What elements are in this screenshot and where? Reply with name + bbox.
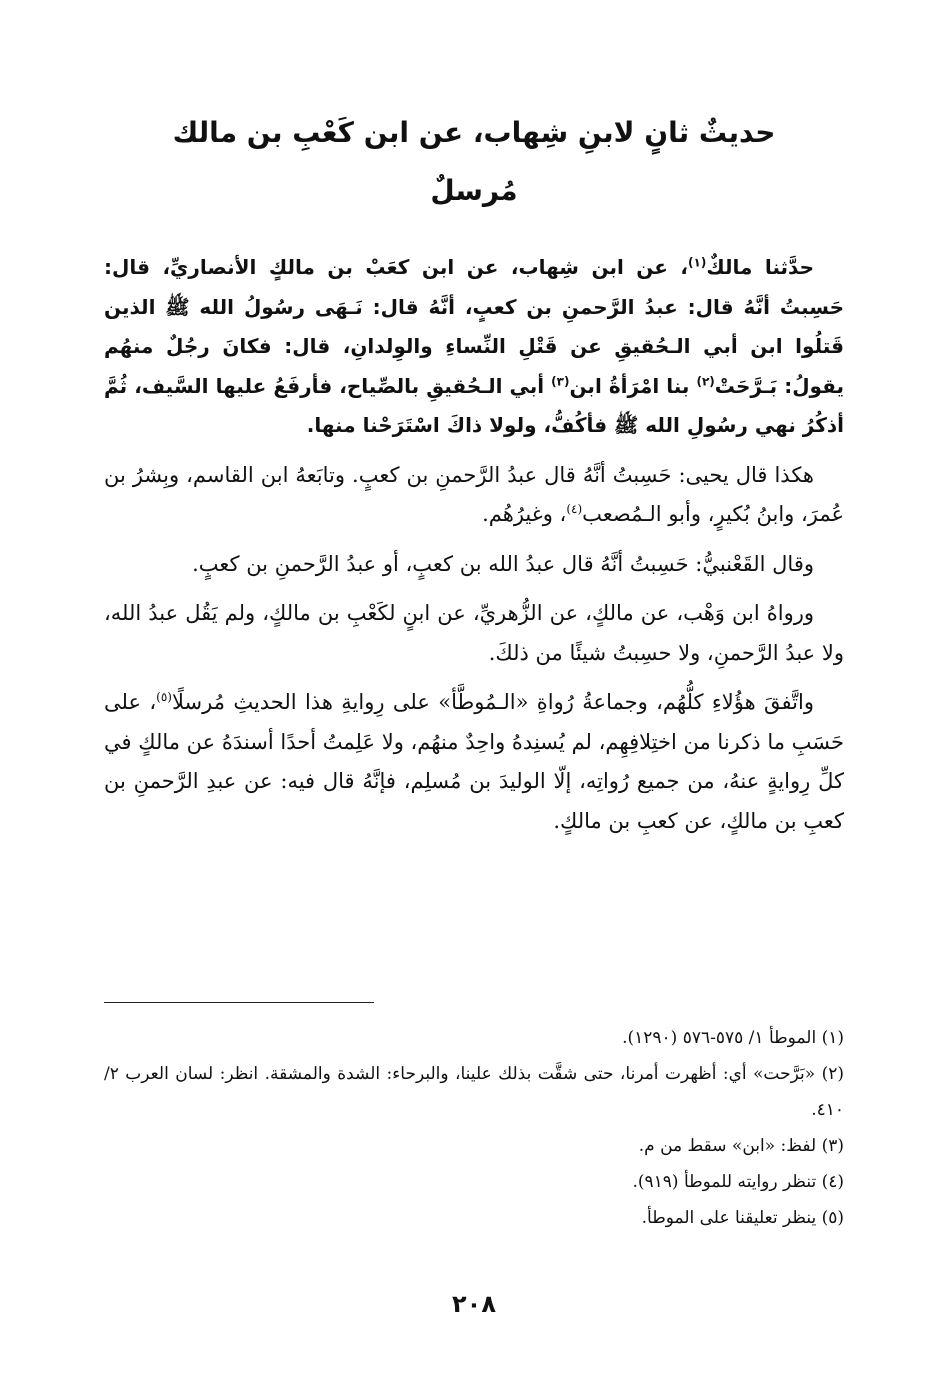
paragraph-text: أبي الـحُقيقِ بالصِّياح، فأرفَعُ عليها السَّيف، ثُمَّ أذكُرُ نهي رسُولِ الله ﷺ فأكُفُّ، ولولا ذاكَ اسْتَرَحْنا منها. <box>104 373 844 437</box>
footnote-separator <box>104 1002 374 1003</box>
commentary-paragraph <box>104 456 844 535</box>
footnote-5: (٥) ينظر تعليقنا على الموطأ. <box>641 1208 844 1228</box>
paragraph-text: بنا امْرَأةُ ابن <box>569 373 697 398</box>
paragraph-text: حدَّثنا مالكٌ <box>706 255 815 279</box>
commentary-paragraph: ورواهُ ابن وَهْب، عن مالكٍ، عن الزُّهريِّ، عن ابنٍ لكَعْبِ بن مالكٍ، ولم يَقُل عبدُ الله، ولا عبدُ الرَّحمنِ، ولا حسِبتُ شيئًا من ذلكَ. <box>104 601 844 665</box>
commentary-paragraph <box>104 683 844 841</box>
footnote-marker: (٥) <box>156 690 172 704</box>
footnote-4: (٤) تنظر روايته للموطأ (٩١٩). <box>632 1172 844 1192</box>
footnotes <box>104 1020 844 1236</box>
paragraph-text: واتَّفقَ هؤُلاءِ كلُّهُم، وجماعةُ رُواةِ «الـمُوطَّأ» على رِوايةِ هذا الحديثِ مُرسلًا <box>171 690 814 714</box>
document-page <box>104 0 844 1374</box>
footnote-2: (٢) «بَرَّحت» أي: أظهرت أمرنا، حتى شقَّت بذلك علينا، والبرحاء: الشدة والمشقة. انظر: لسان العرب ٢/ ٤١٠. <box>104 1064 844 1120</box>
chapter-title <box>104 104 844 220</box>
commentary-paragraph: وقال القَعْنبيُّ: حَسِبتُ أنَّهُ قال عبدُ الله بن كعبٍ، أو عبدُ الرَّحمنِ بن كعبٍ. <box>192 551 814 576</box>
title-line-2: مُرسلٌ <box>430 174 518 207</box>
hadith-paragraph <box>104 248 844 446</box>
footnote-marker: (٤) <box>566 502 583 516</box>
footnote-marker: (١) <box>688 255 707 270</box>
footnote-1: (١) الموطأ ١/ ٥٧٥-٥٧٦ (١٢٩٠). <box>622 1028 844 1048</box>
paragraph-text: ، على حَسَبِ ما ذكرنا من اختِلافِهِم، لم يُسنِدهُ واحِدٌ منهُم، ولا عَلِمتُ أحدًا أسندَهُ عن مالكٍ في كلِّ رِوايةٍ عنهُ، من جميع رُواتِه، إلّا الوليدَ بن مُسلِم، فإنَّهُ قال فيه: عن عبدِ الرَّحمنِ بن كعبِ بن مالكٍ، عن كعبِ بن مالكٍ. <box>104 690 844 833</box>
footnote-3: (٣) لفظ: «ابن» سقط من م. <box>638 1136 844 1156</box>
main-text <box>104 248 844 851</box>
paragraph-text: ، عن ابن شِهاب، عن ابن كعَبْ بن مالكٍ الأنصاريِّ، قال: حَسِبتُ أنَّهُ قال: عبدُ الرَّحمنِ بن كعبٍ، أنَّهُ قال: نَـهَى رسُولُ الله ﷺ الذين قَتلُوا ابن أبي الـحُقيقِ عن قَتْلِ النِّساءِ والوِلدانِ، قال: فكانَ رجُلٌ منهُم يقولُ: بَـرَّحَتْ <box>104 255 844 398</box>
footnote-marker: (٢) <box>696 373 715 388</box>
page-number: ٢٠٨ <box>452 1290 496 1318</box>
footnote-marker: (٣) <box>551 373 570 388</box>
paragraph-text: هكذا قال يحيى: حَسِبتُ أنَّهُ قال عبدُ الرَّحمنِ بن كعبٍ. وتابَعهُ ابن القاسم، وبِشرُ بن عُمرَ، وابنُ بُكيرٍ، وأبو الـمُصعب <box>104 462 844 526</box>
paragraph-text: ، وغيرُهُم. <box>482 502 567 526</box>
title-line-1: حديثٌ ثانٍ لابنِ شِهاب، عن ابن كَعْبِ بن مالك <box>172 116 776 149</box>
